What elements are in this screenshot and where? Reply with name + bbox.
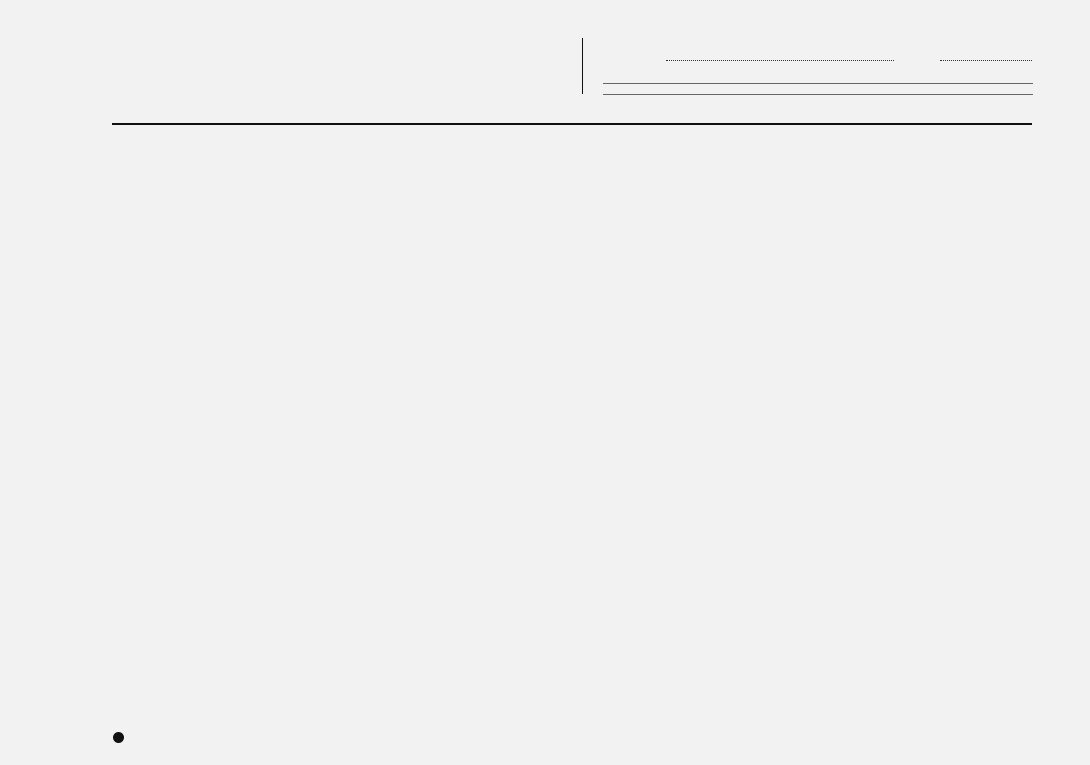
header-rule [603, 83, 1033, 84]
header-rule [603, 94, 1033, 95]
table-top-rule [112, 123, 1032, 125]
printer-logo-icon [113, 732, 124, 743]
prov-field[interactable] [940, 60, 1032, 61]
header-separator [582, 38, 583, 94]
gemeente-field[interactable] [666, 60, 894, 61]
